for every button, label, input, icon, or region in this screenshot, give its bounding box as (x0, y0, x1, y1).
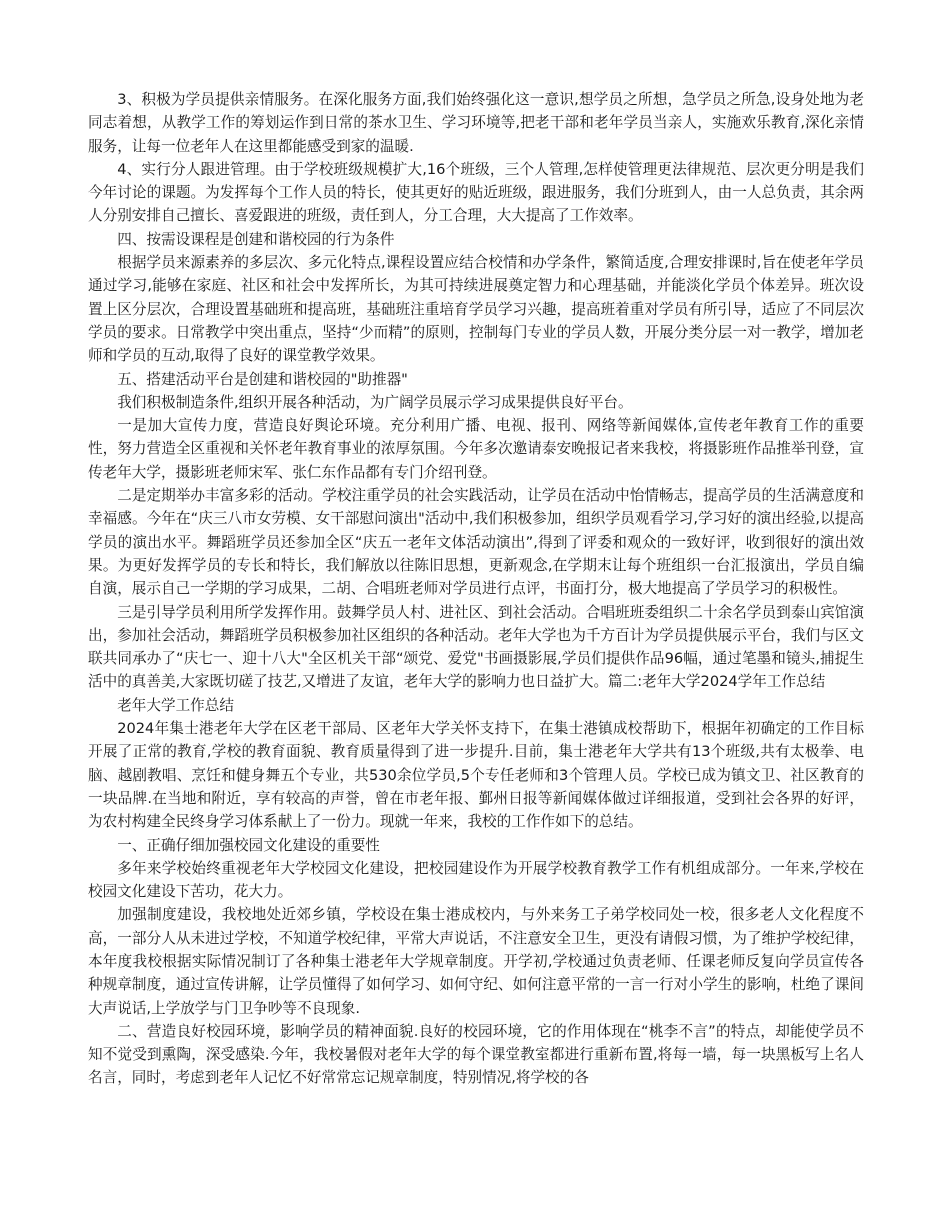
section-heading-1: 一、正确仔细加强校园文化建设的重要性 (117, 836, 380, 854)
paragraph-10: 加强制度建设，我校地处近郊乡镇，学校设在集士港成校内，与外来务工子弟学校同处一校，很多老人文化程度不高，一部分人从未进过学校，不知道学校纪律，平常大声说话，不注意安全卫生，更没有请假习惯，为了维护学校纪律，本年度我校根据实际情况制订了各种集士港老年大学规章制度。开学初,学校通过负责老师、任课老师反复向学员宣传各种规章制度，通过宣传讲解，让学员懂得了如何学习、如何守纪、如何注意平常的一言一行对小学生的影响，杜绝了课间大声说话,上学放学与门卫争吵等不良现象. (88, 906, 864, 1017)
paragraph-7: 三是引导学员利用所学发挥作用。鼓舞学员人村、进社区、到社会活动。合唱班班委组织二十余名学员到泰山宾馆演出，参加社会活动，舞蹈班学员积极参加社区组织的各种活动。老年大学也为千方百计为学员提供展示平台，我们与区文联共同承办了“庆七一、迎十八大"全区机关干部“颂党、爱党"书画摄影展,学员们提供作品96幅，通过笔墨和镜头,捕捉生活中的真善美,大家既切磋了技艺,又增进了友谊，老年大学的影响力也日益扩大。篇二:老年大学2024学年工作总结 (88, 603, 864, 691)
paragraph-6: 二是定期举办丰富多彩的活动。学校注重学员的社会实践活动，让学员在活动中怡情畅志，提高学员的生活满意度和幸福感。今年在“庆三八市女劳模、女干部慰问演出"活动中,我们积极参加，组织学员观看学习,学习好的演出经验,以提高学员的演出水平。舞蹈班学员还参加全区“庆五一老年文体活动演出”,得到了评委和观众的一致好评，收到很好的演出效果。为更好发挥学员的专长和特长，我们解放以往陈旧思想，更新观念,在学期末让每个班组织一台汇报演出，学员自编自演，展示自己一学期的学习成果，二胡、合唱班老师对学员进行点评，书面打分，极大地提高了学员学习的积极性。 (88, 487, 864, 598)
paragraph-9: 多年来学校始终重视老年大学校园文化建设，把校园建设作为开展学校教育教学工作有机组成部分。一年来,学校在校园文化建设下苦功，花大力。 (88, 859, 864, 901)
paragraph-11: 二、营造良好校园环境，影响学员的精神面貌.良好的校园环境，它的作用体现在“桃李不言”的特点，却能使学员不知不觉受到熏陶，深受感染.今年，我校暑假对老年大学的每个课堂教室都进行重新布置,将每一墙，每一块黑板写上名人名言，同时，考虑到老年人记忆不好常常忘记规章制度，特别情况,将学校的各 (88, 1022, 864, 1087)
paragraph-8: 2024年集士港老年大学在区老干部局、区老年大学关怀支持下，在集士港镇成校帮助下，根据年初确定的工作目标开展了正常的教育,学校的教育面貌、教育质量得到了进一步提升.目前，集士港老年大学共有13个班级,共有太极拳、电脑、越剧教唱、烹饪和健身舞五个专业，共530余位学员,5个专任老师和3个管理人员。学校已成为镇文卫、社区教育的一块品牌.在当地和附近，享有较高的声誉，曾在市老年报、鄞州日报等新闻媒体做过详细报道，受到社会各界的好评，为农村构建全民终身学习体系献上了一份力。现就一年来，我校的工作作如下的总结。 (88, 720, 864, 831)
section-heading-4: 四、按需设课程是创建和谐校园的行为条件 (117, 230, 395, 248)
paragraph-4: 我们积极制造条件,组织开展各种活动，为广阔学员展示学习成果提供良好平台。 (117, 393, 633, 411)
section-heading-5: 五、搭建活动平台是创建和谐校园的"助推器" (117, 370, 408, 388)
paragraph-3: 根据学员来源素养的多层次、多元化特点,课程设置应结合校情和办学条件，繁简适度,合理安排课时,旨在使老年学员通过学习,能够在家庭、社区和社会中发挥所长，为其可持续进展奠定智力和心理基础，并能淡化学员个体差异。班次设置上区分层次，合理设置基础班和提高班，基础班注重培育学员学习兴趣，提高班着重对学员有所引导，适应了不同层次学员的要求。日常教学中突出重点，坚持“少而精”的原则，控制每门专业的学员人数，开展分类分层一对一教学，增加老师和学员的互动,取得了良好的课堂教学效果。 (88, 254, 864, 365)
paragraph-1: 3、积极为学员提供亲情服务。在深化服务方面,我们始终强化这一意识,想学员之所想，急学员之所急,设身处地为老同志着想，从教学工作的筹划运作到日常的茶水卫生、学习环境等,把老干部和老年学员当亲人，实施欢乐教育,深化亲情服务，让每一位老年人在这里都能感受到家的温暖. (88, 91, 864, 155)
document-title: 老年大学工作总结 (117, 696, 234, 714)
paragraph-2: 4、实行分人跟进管理。由于学校班级规模扩大,16个班级，三个人管理,怎样使管理更法律规范、层次更分明是我们今年讨论的课题。为发挥每个工作人员的特长，使其更好的贴近班级，跟进服务，我们分班到人，由一人总负责，其余两人分别安排自己擅长、喜爱跟进的班级，责任到人，分工合理，大大提高了工作效率。 (88, 160, 864, 225)
paragraph-5: 一是加大宣传力度，营造良好舆论环境。充分利用广播、电视、报刊、网络等新闻媒体,宣传老年教育工作的重要性，努力营造全区重视和关怀老年教育事业的浓厚氛围。今年多次邀请泰安晚报记者来我校，将摄影班作品推举刊登，宣传老年大学，摄影班老师宋军、张仁东作品都有专门介绍刊登。 (88, 417, 864, 481)
